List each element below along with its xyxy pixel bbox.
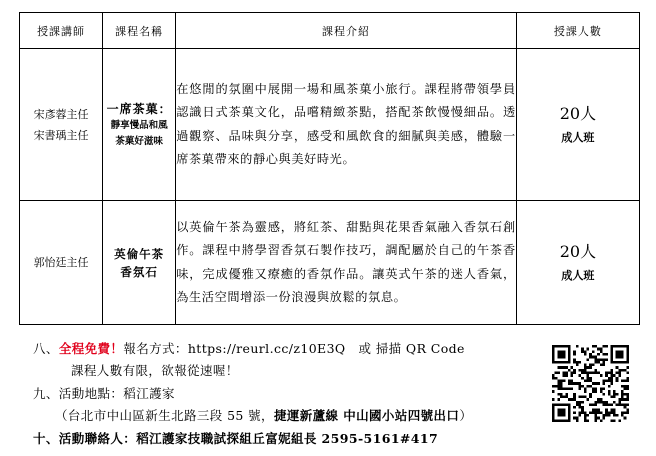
address-close: ） [459,408,473,423]
header-class-size: 授課人數 [516,13,639,49]
course-subtitle: 靜享慢品和風 [110,119,168,131]
lecturer-cell [20,49,103,201]
course-name-cell [103,49,176,201]
header-lecturer: 授課講師 [20,13,103,49]
course-subtitle: 茶菓好滋味 [115,135,163,147]
course-subtitle: 香氛石 [120,264,158,279]
header-course-intro: 課程介紹 [176,13,517,49]
free-notice: 全程免費！ [58,341,124,356]
class-size: 20人 [559,103,597,123]
lecturer-name: 宋彥蓉主任 [33,107,89,121]
header-course-name: 課程名稱 [103,13,176,49]
qr-code-icon[interactable] [552,345,629,422]
course-name-cell [103,201,176,325]
venue-line: 九、活動地點：稻江護家 [33,386,175,401]
class-size: 20人 [559,241,597,261]
venue-address [55,406,472,424]
lecturer-name: 郭怡廷主任 [33,256,89,269]
course-description: 以英倫午茶為靈感，將紅茶、甜點與花果香氣融入香氛石創作。課程中將學習香氛石製作技巧，調配屬於自己的午茶香味，完成優雅又療癒的香氛作品。讓英式午茶的迷人香氣，為生活空間增添一份浪漫與放鬆的氛息。 [176,201,517,325]
table-header-row [20,13,640,49]
lecturer-cell [20,201,103,325]
class-type: 成人班 [561,268,595,282]
contact-line: 十、活動聯絡人：稻江護家技職試探組丘富妮組長 2595-5161#417 [33,431,439,446]
signup-method[interactable]: 報名方式：https://reurl.cc/z10E3Q 或 掃描 QR Code [123,341,465,356]
address-text: （台北市中山區新生北路三段 55 號， [55,408,274,423]
table-row [20,201,640,325]
course-table [19,12,640,325]
capacity-note: 課程人數有限，欲報從速喔！ [71,363,239,378]
lecturer-name: 宋書瑀主任 [33,128,89,142]
item-number: 八、 [33,341,59,356]
course-name: 英倫午茶 [114,246,165,261]
signup-line [33,339,465,357]
mrt-exit: 捷運新蘆線 中山國小站四號出口 [273,408,460,423]
course-description: 在悠閒的氛圍中展開一場和風茶菓小旅行。課程將帶領學員認識日式茶菓文化，品嚐精緻茶點，搭配茶飲慢慢細品。透過觀察、品味與分享，感受和風飲食的細膩與美感，體驗一席茶菓帶來的靜心與美好時光。 [176,49,517,201]
class-type: 成人班 [561,130,595,144]
class-size-cell [516,201,639,325]
class-size-cell [516,49,639,201]
course-name: 一席茶菓： [106,101,172,116]
table-row [20,49,640,201]
